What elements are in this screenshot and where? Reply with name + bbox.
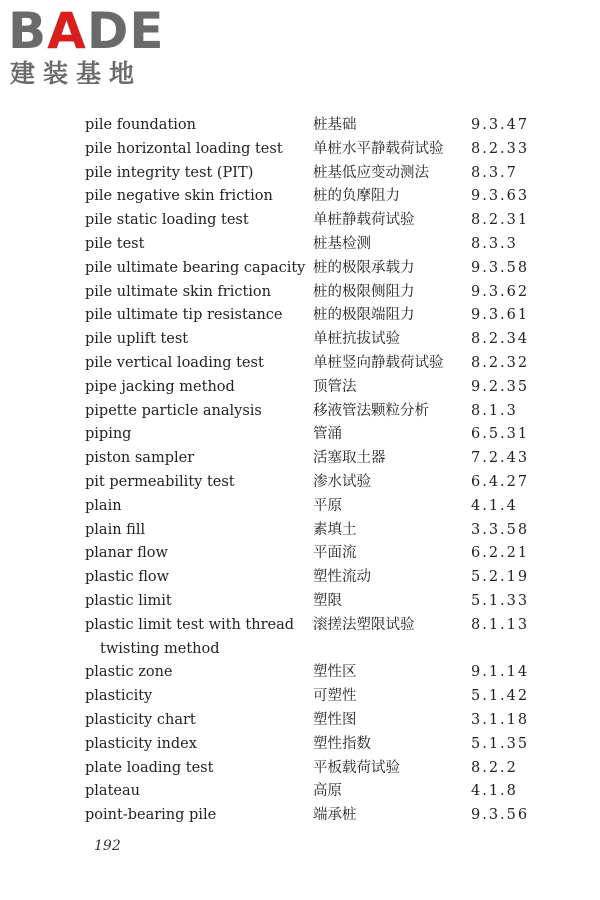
logo-wordmark	[8, 2, 165, 60]
entry-reference-number: 8.3.3	[471, 235, 518, 252]
logo-letter-b: B	[8, 2, 48, 60]
entry-translation: 塑性流动	[313, 569, 371, 586]
entry-reference-number: 5.1.35	[471, 735, 530, 752]
entry-translation: 塑性图	[313, 711, 357, 728]
entry-reference-number: 8.2.34	[471, 331, 530, 348]
glossary-entry	[0, 685, 600, 709]
entry-translation: 平原	[313, 497, 342, 514]
glossary-entry	[0, 661, 600, 685]
entry-reference-number: 8.3.7	[471, 164, 518, 181]
entry-translation: 可塑性	[313, 688, 357, 705]
glossary-entry	[0, 447, 600, 471]
entry-translation: 桩的极限承载力	[313, 259, 415, 276]
entry-reference-number: 5.1.33	[471, 592, 530, 609]
glossary-entry	[0, 542, 600, 566]
entry-term: planar flow	[85, 545, 168, 562]
entry-translation: 桩的极限侧阻力	[313, 283, 415, 300]
entry-term: pipe jacking method	[85, 378, 235, 395]
glossary-entry	[0, 757, 600, 781]
entry-translation: 顶管法	[313, 378, 357, 395]
entry-term: pile integrity test (PIT)	[85, 164, 254, 181]
entry-translation: 单桩静载荷试验	[313, 212, 415, 229]
entry-term: pile negative skin friction	[85, 188, 273, 205]
glossary-entry	[0, 471, 600, 495]
entry-term: pile static loading test	[85, 212, 249, 229]
bade-logo	[8, 2, 178, 92]
entry-term: pile ultimate bearing capacity	[85, 259, 306, 276]
glossary-entry	[0, 162, 600, 186]
glossary-entry	[0, 138, 600, 162]
entry-translation: 活塞取土器	[313, 450, 386, 467]
glossary-entry	[0, 423, 600, 447]
entry-reference-number: 9.3.62	[471, 283, 530, 300]
entry-reference-number: 9.2.35	[471, 378, 530, 395]
entry-term: pile vertical loading test	[85, 354, 264, 371]
glossary-entry	[0, 733, 600, 757]
entry-reference-number: 8.2.31	[471, 212, 530, 229]
entry-translation: 单桩竖向静载荷试验	[313, 354, 444, 371]
entry-translation: 塑性区	[313, 664, 357, 681]
glossary-entry	[0, 590, 600, 614]
glossary-entry	[0, 566, 600, 590]
entry-translation: 平板载荷试验	[313, 759, 400, 776]
entry-term: plasticity index	[85, 735, 197, 752]
entry-translation: 滚搓法塑限试验	[313, 616, 415, 633]
entry-term: piston sampler	[85, 450, 195, 467]
entry-term: plastic limit test with thread	[85, 616, 295, 633]
glossary-entry	[0, 257, 600, 281]
glossary-entry	[0, 328, 600, 352]
entry-term: pile foundation	[85, 117, 196, 133]
entry-reference-number: 7.2.43	[471, 450, 530, 467]
entry-term: plastic flow	[85, 569, 170, 586]
entry-term: plastic zone	[85, 664, 173, 681]
glossary-entry	[0, 281, 600, 305]
glossary-entry	[0, 495, 600, 519]
glossary-entry	[0, 352, 600, 376]
entry-term: pile test	[85, 235, 145, 252]
entry-translation: 管涌	[313, 426, 342, 443]
entry-reference-number: 8.1.3	[471, 402, 518, 419]
entry-translation: 桩基础	[313, 117, 357, 133]
entry-translation: 渗水试验	[313, 473, 371, 490]
entry-reference-number: 3.1.18	[471, 711, 530, 728]
entry-term: plateau	[85, 783, 140, 800]
entry-term: point-bearing pile	[85, 807, 217, 824]
logo-letter-a-accent: A	[47, 2, 87, 60]
glossary-entry	[0, 614, 600, 662]
entry-term: pile horizontal loading test	[85, 140, 283, 157]
entry-translation: 桩的负摩阻力	[313, 188, 400, 205]
entry-translation: 桩的极限端阻力	[313, 307, 415, 324]
entry-term: plasticity	[85, 688, 153, 705]
entry-term: plastic limit	[85, 592, 172, 609]
glossary-entry	[0, 376, 600, 400]
entry-term-continuation: twisting method	[100, 640, 220, 657]
glossary-entry	[0, 114, 600, 138]
entry-reference-number: 4.1.8	[471, 783, 518, 800]
logo-subtitle: 建装基地	[10, 59, 143, 88]
entry-term: pile ultimate tip resistance	[85, 307, 283, 324]
entry-term: plasticity chart	[85, 711, 196, 728]
entry-reference-number: 3.3.58	[471, 521, 530, 538]
glossary-list	[0, 114, 600, 828]
entry-reference-number: 9.3.56	[471, 807, 530, 824]
page-number: 192	[94, 838, 121, 854]
logo-letters-de: DE	[86, 2, 165, 60]
glossary-entry	[0, 400, 600, 424]
entry-translation: 桩基低应变动测法	[313, 164, 429, 181]
glossary-entry	[0, 209, 600, 233]
entry-reference-number: 9.3.61	[471, 307, 530, 324]
entry-reference-number: 9.3.58	[471, 259, 530, 276]
entry-term: pit permeability test	[85, 473, 235, 490]
entry-term: plain	[85, 497, 122, 514]
entry-reference-number: 8.1.13	[471, 616, 530, 633]
entry-reference-number: 6.4.27	[471, 473, 530, 490]
glossary-entry	[0, 780, 600, 804]
entry-translation: 移液管法颗粒分析	[313, 402, 429, 419]
entry-translation: 端承桩	[313, 807, 357, 824]
entry-term: piping	[85, 426, 132, 443]
entry-translation: 平面流	[313, 545, 357, 562]
entry-translation: 素填土	[313, 521, 357, 538]
glossary-entry	[0, 709, 600, 733]
glossary-entry	[0, 804, 600, 828]
entry-translation: 高原	[313, 783, 342, 800]
glossary-entry	[0, 185, 600, 209]
entry-reference-number: 6.2.21	[471, 545, 530, 562]
glossary-entry	[0, 519, 600, 543]
entry-reference-number: 9.3.63	[471, 188, 530, 205]
entry-reference-number: 9.3.47	[471, 117, 530, 133]
entry-term: pile uplift test	[85, 331, 189, 348]
entry-reference-number: 4.1.4	[471, 497, 518, 514]
entry-reference-number: 8.2.2	[471, 759, 518, 776]
entry-translation: 塑限	[313, 592, 342, 609]
glossary-entry	[0, 304, 600, 328]
entry-term: plate loading test	[85, 759, 214, 776]
entry-translation: 单桩水平静载荷试验	[313, 140, 444, 157]
entry-translation: 桩基检测	[313, 235, 371, 252]
entry-reference-number: 8.2.33	[471, 140, 530, 157]
entry-translation: 塑性指数	[313, 735, 371, 752]
entry-term: plain fill	[85, 521, 146, 538]
entry-reference-number: 9.1.14	[471, 664, 530, 681]
entry-reference-number: 5.2.19	[471, 569, 530, 586]
entry-term: pile ultimate skin friction	[85, 283, 272, 300]
entry-reference-number: 8.2.32	[471, 354, 530, 371]
entry-reference-number: 6.5.31	[471, 426, 530, 443]
entry-term: pipette particle analysis	[85, 402, 262, 419]
entry-reference-number: 5.1.42	[471, 688, 530, 705]
glossary-entry	[0, 233, 600, 257]
entry-translation: 单桩抗拔试验	[313, 331, 400, 348]
